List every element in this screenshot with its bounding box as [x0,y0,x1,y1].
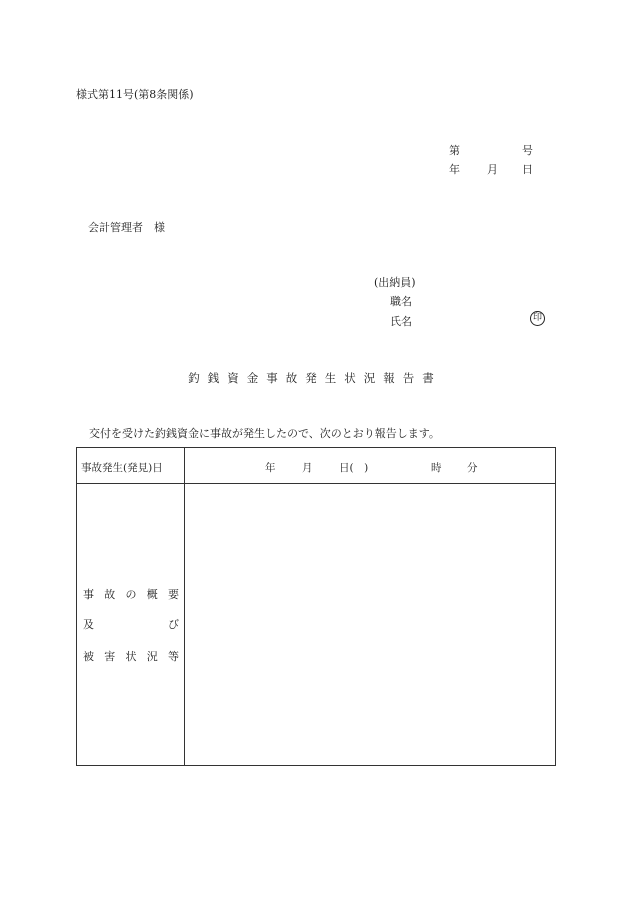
occurrence-month: 月 [302,462,313,474]
recipient: 会計管理者 様 [88,221,165,234]
doc-number-prefix: 第 [449,144,460,157]
summary-char: 故 [104,588,116,601]
report-table [76,447,556,766]
summary-label-row1 [83,586,179,602]
summary-char: 害 [104,650,116,663]
form-id: 様式第11号(第8条関係) [76,88,194,101]
summary-char: 要 [168,588,179,601]
seal-icon: 印 [530,311,545,326]
column-divider [184,448,185,765]
occurrence-minute: 分 [467,462,478,474]
occurrence-day: 日( ) [339,462,369,474]
occurrence-year: 年 [265,462,276,474]
row-divider [77,483,555,484]
summary-char: 概 [146,588,158,601]
occurrence-hour: 時 [431,462,442,474]
summary-char: 状 [125,650,137,663]
date-month: 月 [487,163,498,176]
summary-char: の [125,588,137,601]
intro-text: 交付を受けた釣銭資金に事故が発生したので、次のとおり報告します。 [89,427,440,440]
occurrence-date-label: 事故発生(発見)日 [81,462,163,474]
date-day: 日 [522,163,533,176]
date-year: 年 [449,163,460,176]
summary-char: 被 [83,650,94,663]
sender-org: (出納員) [374,276,416,289]
summary-char: び [168,618,179,631]
summary-label-row3 [83,648,179,664]
document-title: 釣銭資金事故発生状況報告書 [188,371,442,385]
doc-number-suffix: 号 [522,144,533,157]
summary-char: 況 [146,650,158,663]
summary-char: 及 [83,618,94,631]
sender-title: 職名 [390,295,412,308]
summary-char: 等 [168,650,179,663]
summary-char: 事 [83,588,94,601]
sender-name-label: 氏名 [390,315,412,328]
summary-label-row2 [83,616,179,632]
